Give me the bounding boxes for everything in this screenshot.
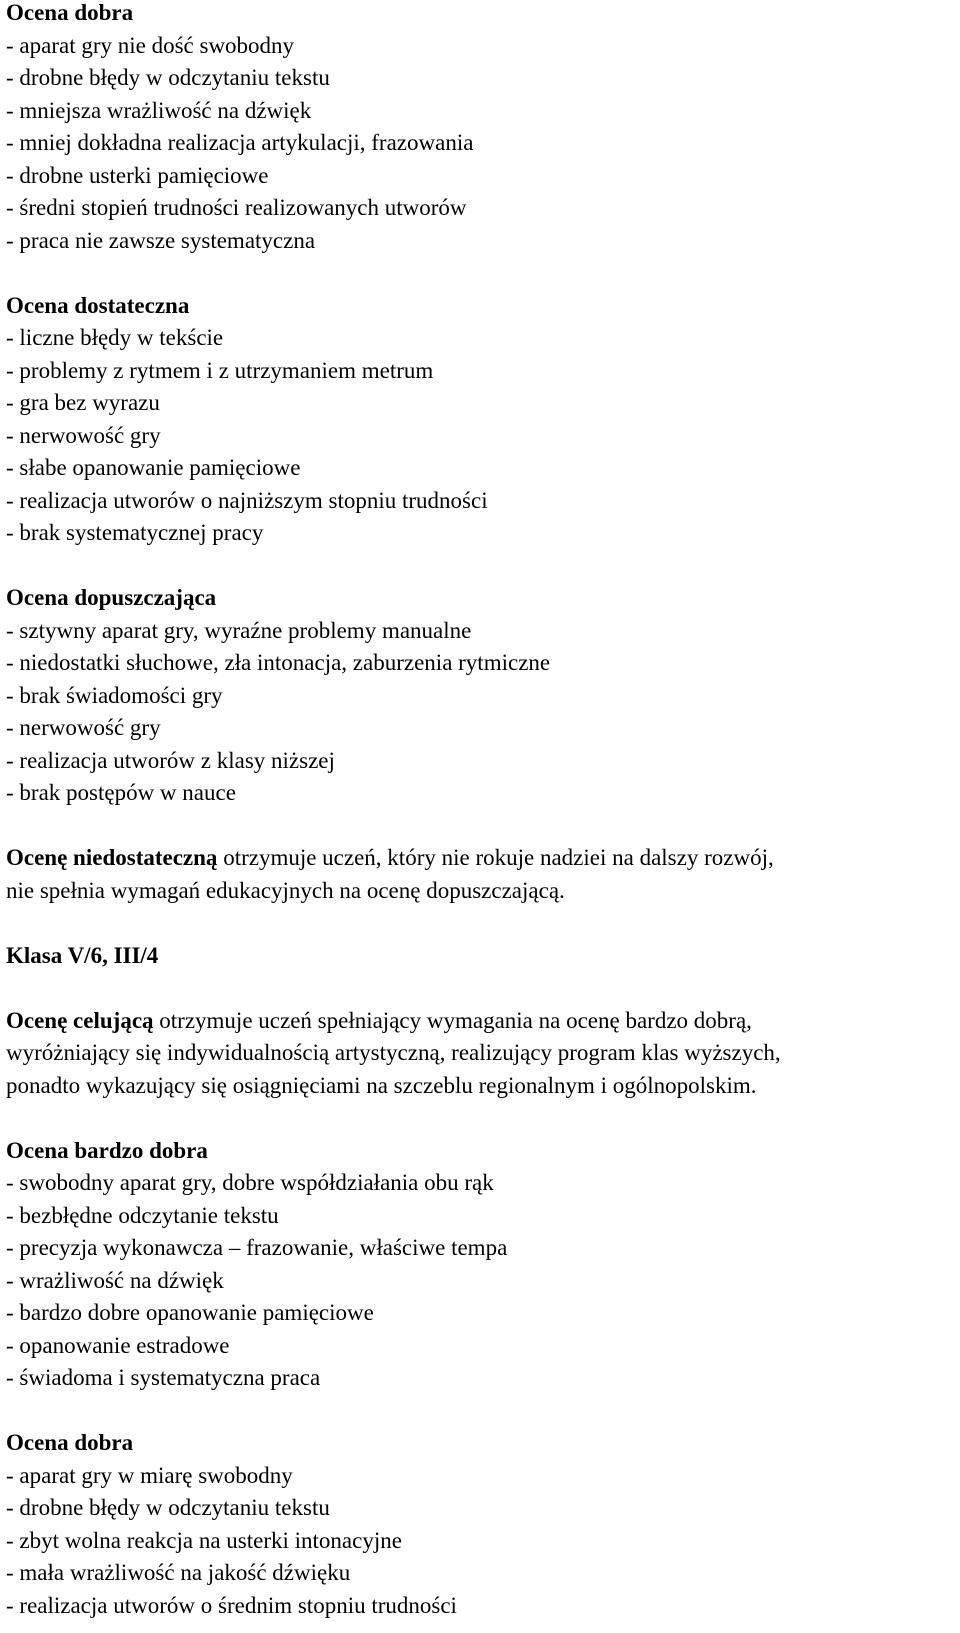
grade-term: Ocenę niedostateczną [6, 845, 218, 870]
list-item: - sztywny aparat gry, wyraźne problemy manualne [6, 617, 472, 643]
section-heading: Ocena dobra [6, 1430, 134, 1455]
list-item: - zbyt wolna reakcja na usterki intonacyjne [6, 1527, 402, 1553]
spacer [6, 257, 954, 290]
list-item: - drobne błędy w odczytaniu tekstu [6, 65, 330, 90]
class-heading: Klasa V/6, III/4 [6, 942, 159, 968]
document-body [6, 0, 954, 1622]
list-item: - mniejsza wrażliwość na dźwięk [6, 97, 312, 123]
paragraph-text: otrzymuje uczeń spełniający wymagania na ocenę bardzo dobrą, [153, 1007, 752, 1033]
section-ocena-dopuszczajaca [6, 582, 954, 810]
list-item: - drobne błędy w odczytaniu tekstu [6, 1495, 330, 1520]
paragraph-line: wyróżniający się indywidualnością artystyczną, realizujący program klas wyższych, [6, 1040, 781, 1065]
list-item: - brak systematycznej pracy [6, 520, 264, 545]
spacer [6, 1102, 954, 1135]
list-item: - słabe opanowanie pamięciowe [6, 455, 301, 480]
list-item: - wrażliwość na dźwięk [6, 1267, 224, 1293]
list-item: - aparat gry nie dość swobodny [6, 32, 295, 58]
grade-term: Ocenę celującą [6, 1007, 154, 1033]
list-item: - brak świadomości gry [6, 682, 223, 708]
spacer [6, 550, 954, 583]
section-ocena-bardzo-dobra [6, 1135, 954, 1395]
list-item: - precyzja wykonawcza – frazowanie, właściwe tempa [6, 1235, 508, 1260]
list-item: - mniej dokładna realizacja artykulacji, frazowania [6, 130, 474, 155]
spacer [6, 810, 954, 843]
paragraph-line: ponadto wykazujący się osiągnięciami na szczeblu regionalnym i ogólnopolskim. [6, 1072, 757, 1098]
list-item: - realizacja utworów o średnim stopniu trudności [6, 1592, 457, 1618]
list-item: - problemy z rytmem i z utrzymaniem metrum [6, 357, 434, 383]
list-item: - bardzo dobre opanowanie pamięciowe [6, 1300, 374, 1325]
spacer [6, 972, 954, 1005]
section-heading: Ocena bardzo dobra [6, 1137, 208, 1163]
list-item: - realizacja utworów o najniższym stopniu trudności [6, 487, 488, 513]
paragraph-celujaca [6, 1005, 954, 1103]
list-item: - drobne usterki pamięciowe [6, 162, 269, 188]
section-ocena-dobra-2 [6, 1427, 954, 1622]
list-item: - średni stopień trudności realizowanych utworów [6, 195, 467, 220]
paragraph-line: nie spełnia wymagań edukacyjnych na ocenę dopuszczającą. [6, 877, 565, 903]
list-item: - liczne błędy w tekście [6, 325, 224, 350]
list-item: - niedostatki słuchowe, zła intonacja, zaburzenia rytmiczne [6, 650, 551, 675]
list-item: - bezbłędne odczytanie tekstu [6, 1202, 279, 1228]
section-ocena-dobra [6, 0, 954, 257]
section-heading: Ocena dostateczna [6, 292, 190, 318]
spacer [6, 907, 954, 940]
list-item: - nerwowość gry [6, 422, 161, 448]
section-ocena-dostateczna [6, 290, 954, 550]
list-item: - praca nie zawsze systematyczna [6, 227, 316, 253]
list-item: - opanowanie estradowe [6, 1332, 230, 1358]
paragraph-text: otrzymuje uczeń, który nie rokuje nadziei na dalszy rozwój, [217, 845, 774, 870]
spacer [6, 1395, 954, 1428]
list-item: - brak postępów w nauce [6, 780, 236, 805]
list-item: - gra bez wyrazu [6, 390, 160, 415]
paragraph-line [6, 842, 954, 875]
list-item: - nerwowość gry [6, 715, 161, 740]
paragraph-niedostateczna [6, 842, 954, 907]
section-heading: Ocena dobra [6, 0, 134, 25]
list-item: - mała wrażliwość na jakość dźwięku [6, 1560, 351, 1585]
paragraph-line [6, 1005, 954, 1038]
list-item: - swobodny aparat gry, dobre współdziałania obu rąk [6, 1170, 494, 1195]
list-item: - aparat gry w miarę swobodny [6, 1462, 293, 1488]
list-item: - świadoma i systematyczna praca [6, 1365, 321, 1390]
list-item: - realizacja utworów z klasy niższej [6, 747, 335, 773]
section-heading: Ocena dopuszczająca [6, 585, 217, 610]
